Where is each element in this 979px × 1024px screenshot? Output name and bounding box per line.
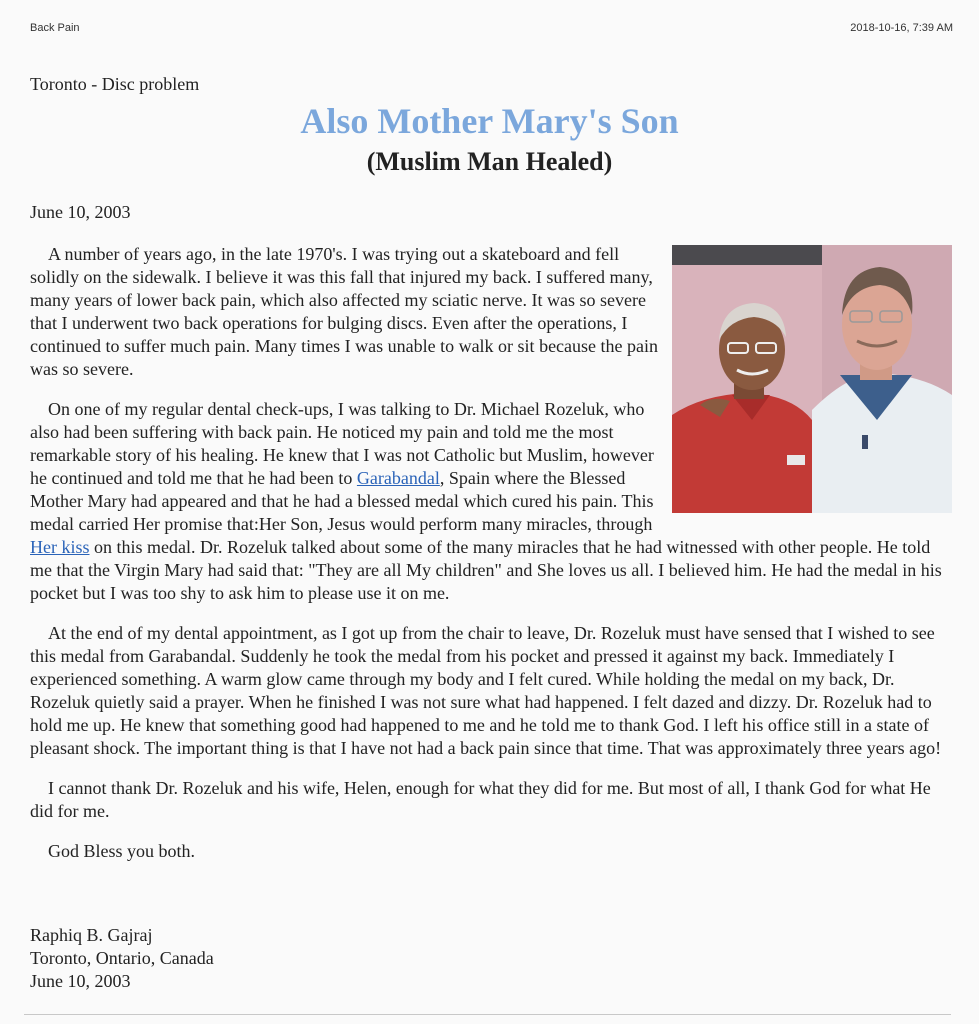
paragraph-2-part-a: On one of my regular dental check-ups, I was talking to Dr. Michael Rozeluk, who also had been suffering with back pain. He noticed my pain and told me the most remarkable story of his healing. He knew that I was not Catholic but Muslim, however he continued and told me that he had been to <box>30 399 654 488</box>
paragraph-1: A number of years ago, in the late 1970's. I was trying out a skateboard and fell solidly on the sidewalk. I believe it was this fall that injured my back. I suffered many, many years of lower back pain, which also affected my sciatic nerve. It was so severe that I underwent two back operations for bulging discs. Even after the operations, I continued to suffer much pain. Many times I was unable to walk or sit because the pain was so severe. <box>30 244 659 379</box>
garabandal-link[interactable]: Garabandal <box>356 468 440 488</box>
article-body <box>30 243 952 880</box>
signature-date: June 10, 2003 <box>30 971 131 991</box>
category-label: Toronto - Disc problem <box>30 74 200 94</box>
paragraph-4: I cannot thank Dr. Rozeluk and his wife, Helen, enough for what they did for me. But most of all, I thank God for what He did for me. <box>30 778 931 821</box>
her-kiss-link[interactable]: Her kiss <box>30 537 90 557</box>
signature-name: Raphiq B. Gajraj <box>30 925 153 945</box>
photo-illustration <box>672 245 952 513</box>
document-header-title: Back Pain <box>30 22 80 34</box>
article-date: June 10, 2003 <box>30 202 131 222</box>
photo-two-men <box>672 245 952 513</box>
paragraph-2-part-b: , Spain where the Blessed Mother Mary had appeared and that he had a blessed medal which cured his pain. This medal carried Her promise that:Her Son, Jesus would perform many miracles, through <box>30 468 654 534</box>
signature-location: Toronto, Ontario, Canada <box>30 948 214 968</box>
paragraph-3: At the end of my dental appointment, as I got up from the chair to leave, Dr. Rozeluk must have sensed that I wished to see this medal from Garabandal. Suddenly he took the medal from his pocket and pressed it against my back. Immediately I experienced something. A warm glow came through my body and I felt cured. While holding the medal on my back, Dr. Rozeluk quietly said a prayer. When he finished I was not sure what had happened. I felt dazed and dizzy. Dr. Rozeluk had to hold me up. He knew that something good had happened to me and he told me to thank God. I left his office still in a state of pleasant shock. The important thing is that I have not had a back pain since that time. That was approximately three years ago! <box>30 623 942 758</box>
signature-block <box>30 924 214 993</box>
paragraph-2-part-c: on this medal. Dr. Rozeluk talked about some of the many miracles that he had witnessed with other people. He told me that the Virgin Mary had said that: "They are all My children" and She loves us all. I believed him. He had the medal in his pocket but I was too shy to ask him to please use it on me. <box>30 537 942 603</box>
footer-divider <box>24 1014 951 1015</box>
page-title: Also Mother Mary's Son <box>300 101 679 141</box>
closing-blessing: God Bless you both. <box>48 841 196 861</box>
page-subtitle: (Muslim Man Healed) <box>366 147 613 176</box>
print-timestamp: 2018-10-16, 7:39 AM <box>850 22 953 34</box>
